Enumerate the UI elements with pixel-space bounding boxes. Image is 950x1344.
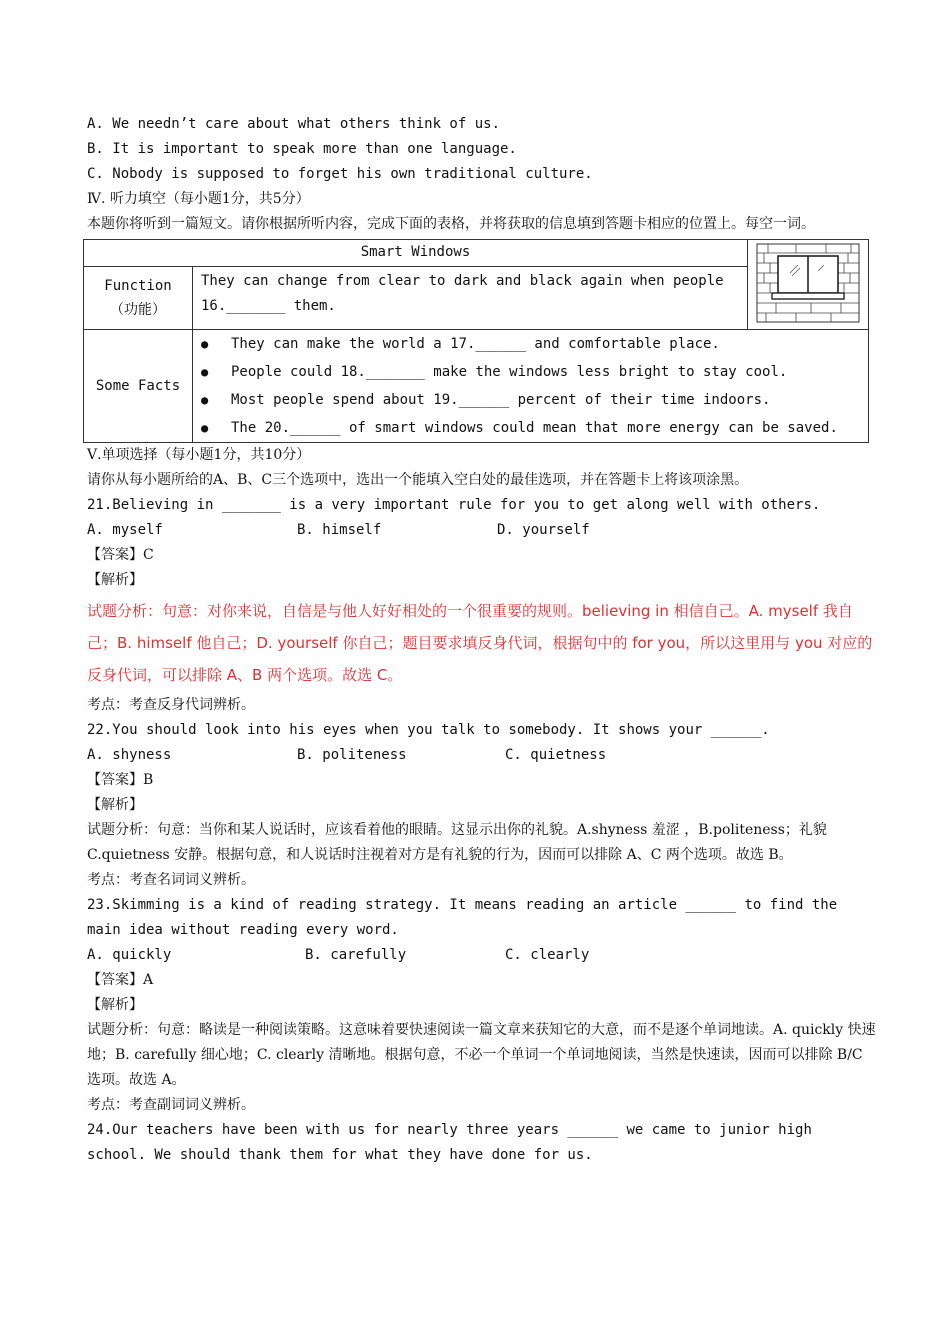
function-label-cn: （功能） — [110, 302, 166, 318]
section-4-heading: Ⅳ. 听力填空（每小题1分，共5分） — [87, 191, 310, 207]
kaodian-23: 考点：考查副词词义辨析。 — [87, 1097, 255, 1113]
analysis-23: 试题分析：句意：略读是一种阅读策略。这意味着要快速阅读一篇文章来获知它的大意，而不是逐个单词地读。A. quickly 快速地；B. carefully 细心地；C. clearly 清晰地。根据句意，不必一个单词一个单词地阅读，当然是快速读，因而可以排除 B/C 选项。故选 A。 — [87, 1022, 876, 1088]
option-c: C. Nobody is supposed to forget his own traditional culture. — [87, 166, 593, 182]
fact-text: They can make the world a 17.______ and comfortable place. — [231, 336, 720, 352]
function-text-cell — [193, 267, 748, 330]
facts-cell — [193, 330, 869, 443]
question-23-line-2: main idea without reading every word. — [87, 922, 399, 938]
question-23-line-1: 23.Skimming is a kind of reading strategy. It means reading an article ______ to find the — [87, 897, 838, 913]
kaodian-22: 考点：考查名词词义辨析。 — [87, 872, 255, 888]
analysis-label-21: 【解析】 — [87, 572, 143, 588]
fact-item — [201, 386, 860, 414]
window-image — [748, 240, 869, 330]
option-b: B. carefully — [305, 947, 407, 963]
option-c: C. quietness — [505, 747, 607, 763]
bullet-icon: ● — [201, 393, 209, 407]
analysis-22: 试题分析：句意：当你和某人说话时，应该看着他的眼睛。这显示出你的礼貌。A.shyness 羞涩 ，B.politeness；礼貌 C.quietness 安静。根据句意，和人说话时注视着对方是有礼貌的行为，因而可以排除 A、C 两个选项。故选 B。 — [87, 822, 827, 863]
analysis-label-22: 【解析】 — [87, 797, 143, 813]
option-c: C. clearly — [505, 947, 590, 963]
bullet-icon: ● — [201, 365, 209, 379]
question-21-options — [87, 518, 877, 543]
section-5-heading: Ⅴ.单项选择（每小题1分，共10分） — [87, 447, 311, 463]
question-24-line-2: school. We should thank them for what they have done for us. — [87, 1147, 593, 1163]
answer-22: 【答案】B — [87, 772, 154, 788]
option-a: A. quickly — [87, 947, 172, 963]
option-a: A. myself — [87, 522, 163, 538]
option-b: B. himself — [297, 522, 382, 538]
option-a: A. We needn’t care about what others think of us. — [87, 116, 501, 132]
fact-text: People could 18._______ make the windows less bright to stay cool. — [231, 364, 788, 380]
table-title: Smart Windows — [84, 240, 748, 267]
function-text-1: They can change from clear to dark and black again when people — [201, 273, 724, 289]
window-illustration-icon — [756, 243, 860, 323]
document-page — [87, 112, 877, 1168]
option-d: D. yourself — [497, 522, 590, 538]
option-a: A. shyness — [87, 747, 172, 763]
question-22-options — [87, 743, 877, 768]
section-5-instructions: 请你从每小题所给的A、B、C三个选项中，选出一个能填入空白处的最佳选项，并在答题卡上将该项涂黑。 — [87, 472, 749, 488]
smart-windows-table — [83, 239, 869, 443]
question-21: 21.Believing in _______ is a very important rule for you to get along well with others. — [87, 497, 821, 513]
question-24-line-1: 24.Our teachers have been with us for nearly three years ______ we came to junior high — [87, 1122, 812, 1138]
fact-text: The 20.______ of smart windows could mean that more energy can be saved. — [231, 420, 838, 436]
facts-label: Some Facts — [84, 330, 193, 443]
answer-21: 【答案】C — [87, 547, 154, 563]
answer-23: 【答案】A — [87, 972, 154, 988]
function-label-cell — [84, 267, 193, 330]
function-text-2: 16._______ them. — [201, 298, 336, 314]
analysis-label-23: 【解析】 — [87, 997, 143, 1013]
option-b: B. politeness — [297, 747, 407, 763]
bullet-icon: ● — [201, 421, 209, 435]
option-b: B. It is important to speak more than one language. — [87, 141, 517, 157]
question-23-options — [87, 943, 877, 968]
fact-item — [201, 414, 860, 442]
question-22: 22.You should look into his eyes when you talk to somebody. It shows your ______. — [87, 722, 770, 738]
fact-item — [201, 358, 860, 386]
fact-item — [201, 330, 860, 358]
kaodian-21: 考点：考查反身代词辨析。 — [87, 697, 255, 713]
function-label: Function — [104, 278, 172, 294]
bullet-icon: ● — [201, 337, 209, 351]
fact-text: Most people spend about 19.______ percent of their time indoors. — [231, 392, 771, 408]
section-4-instructions: 本题你将听到一篇短文。请你根据所听内容，完成下面的表格，并将获取的信息填到答题卡相应的位置上。每空一词。 — [87, 216, 815, 232]
analysis-21: 试题分析：句意：对你来说，自信是与他人好好相处的一个很重要的规则。believing in 相信自己。A. myself 我自己；B. himself 他自己；D. yourself 你自己；题目要求填反身代词，根据句中的 for you，所以这里用与 you 对应的反身代词，可以排除 A、B 两个选项。故选 C。 — [87, 602, 873, 684]
